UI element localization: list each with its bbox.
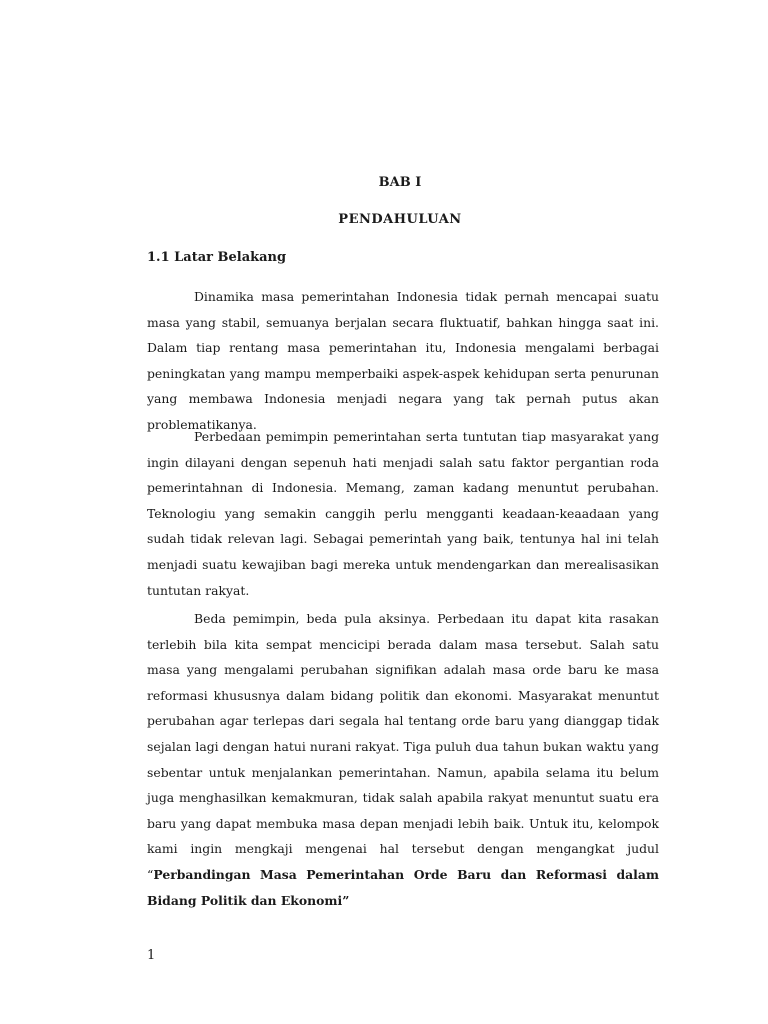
- section-heading: 1.1 Latar Belakang: [147, 250, 287, 265]
- paragraph-1-text: Dinamika masa pemerintahan Indonesia tidak pernah mencapai suatu masa yang stabil, semuanya berjalan secara fluktuatif, bahkan hingga saat ini. Dalam tiap rentang masa pemerintahan itu, Indonesia mengalami berbagai peningkatan yang mampu memperbaiki aspek-aspek kehidupan serta penurunan yang membawa Indonesia menjadi negara yang tak pernah putus akan problematikanya.: [147, 289, 659, 432]
- research-title: Perbandingan Masa Pemerintahan Orde Baru dan Reformasi dalam Bidang Politik dan Ekonomi”: [147, 866, 659, 908]
- chapter-title: PENDAHULUAN: [338, 212, 462, 227]
- page-number: 1: [147, 948, 156, 963]
- paragraph-2: [147, 424, 659, 603]
- paragraph-3: [147, 606, 659, 913]
- paragraph-1: [147, 284, 659, 438]
- paragraph-2-text: Perbedaan pemimpin pemerintahan serta tuntutan tiap masyarakat yang ingin dilayani dengan sepenuh hati menjadi salah satu faktor pergantian roda pemerintahnan di Indonesia. Memang, zaman kadang menuntut perubahan. Teknologiu yang semakin canggih perlu mengganti keadaan-keaadaan yang sudah tidak relevan lagi. Sebagai pemerintah yang baik, tentunya hal ini telah menjadi suatu kewajiban bagi mereka untuk mendengarkan dan merealisasikan tuntutan rakyat.: [147, 429, 659, 598]
- chapter-number: BAB I: [378, 175, 422, 190]
- paragraph-3-text: Beda pemimpin, beda pula aksinya. Perbedaan itu dapat kita rasakan terlebih bila kita sempat mencicipi berada dalam masa tersebut. Salah satu masa yang mengalami perubahan signifikan adalah masa orde baru ke masa reformasi khususnya dalam bidang politik dan ekonomi. Masyarakat menuntut perubahan agar terlepas dari segala hal tentang orde baru yang dianggap tidak sejalan lagi dengan hatui nurani rakyat. Tiga puluh dua tahun bukan waktu yang sebentar untuk menjalankan pemerintahan. Namun, apabila selama itu belum juga menghasilkan kemakmuran, tidak salah apabila rakyat menuntut suatu era baru yang dapat membuka masa depan menjadi lebih baik. Untuk itu, kelompok kami ingin mengkaji mengenai hal tersebut dengan mengangkat judul “: [147, 611, 659, 882]
